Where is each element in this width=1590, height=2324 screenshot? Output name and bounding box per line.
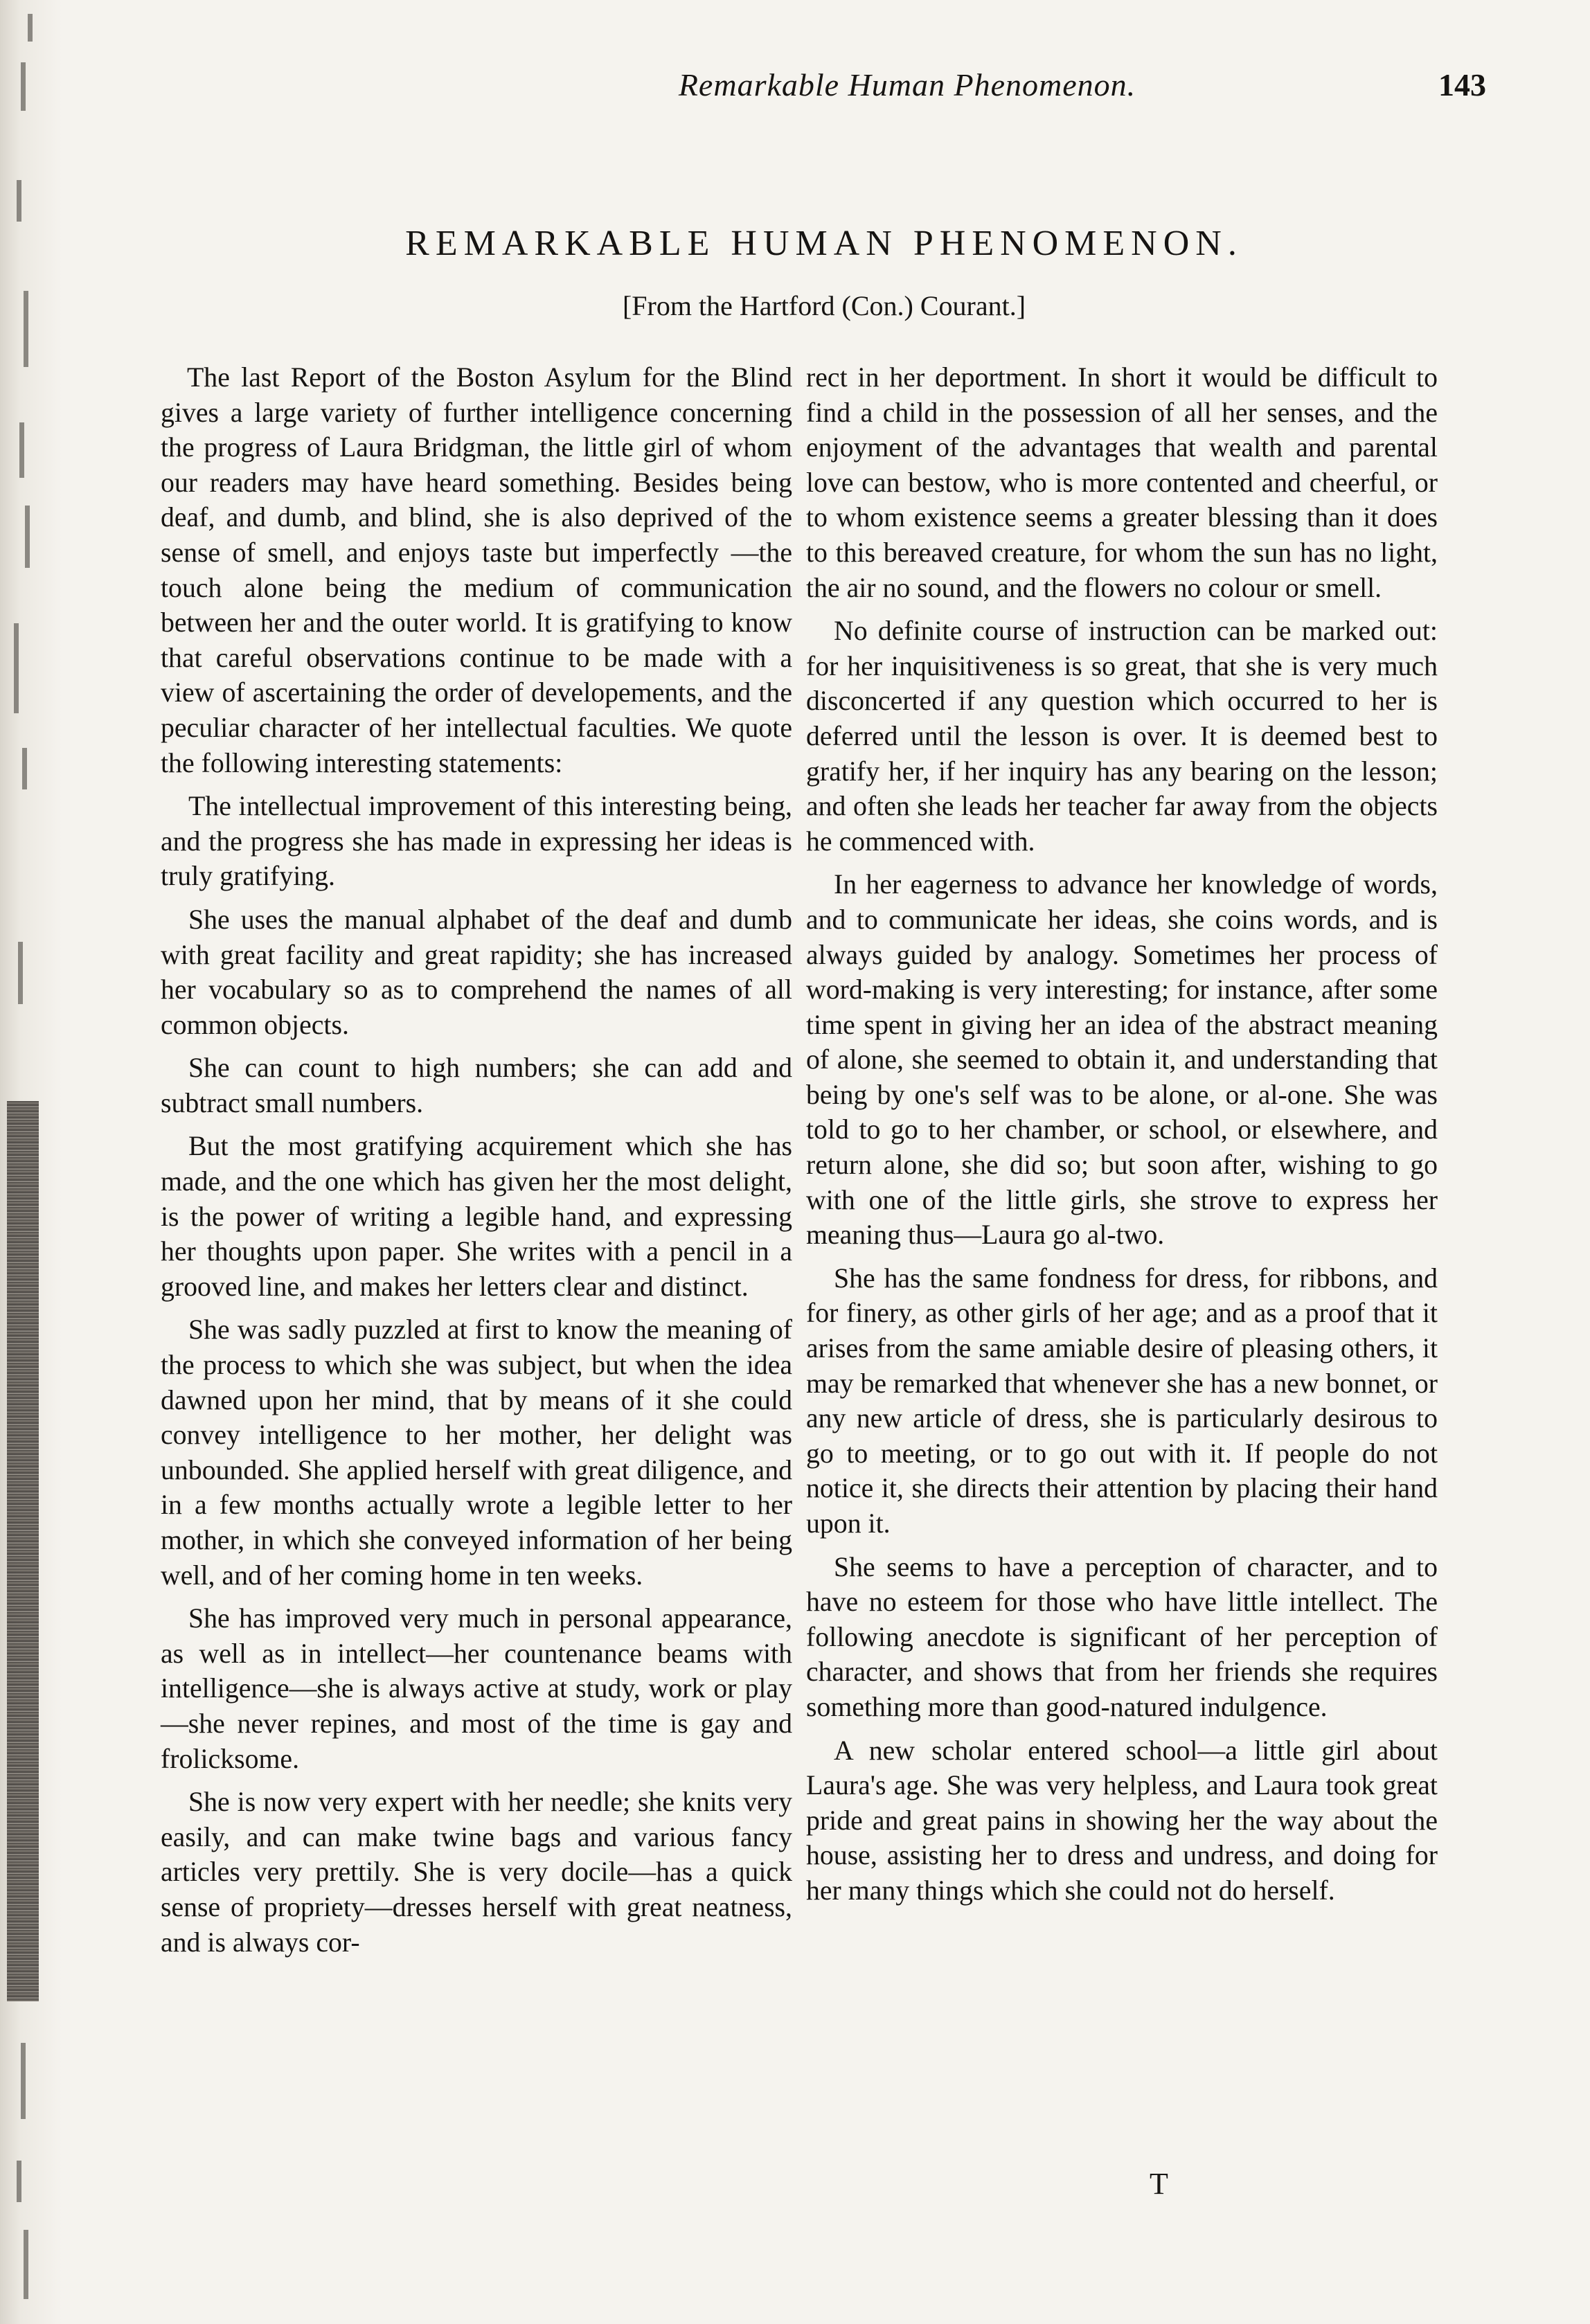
paragraph: She has the same fondness for dress, for ribbons, and for finery, as other girls of her age; and as a proof that it arises from the same amiable desire of pleasing others, it may be remarked that whenever she has a new bonnet, or any new article of dress, she is particularly desirous to go to meeting, or to go out with it. If people do not notice it, she directs their attention by placing their hand upon it. <box>806 1262 1438 1539</box>
paragraph: She was sadly puzzled at first to know the meaning of the process to which she was subject, but when the idea dawned upon her mind, that by means of it she could convey intelligence to her mother, her delight was unbounded. She applied herself with great diligence, and in a few months actually wrote a legible letter to her mother, in which she conveyed information of her being well, and of her coming home in ten weeks. <box>161 1314 792 1591</box>
paragraph: The last Report of the Boston Asylum for the Blind gives a large variety of further intelligence concerning the progress of Laura Bridgman, the little girl of whom our readers may have heard something. Besides being deaf, and dumb, and blind, she is also deprived of the sense of smell, and enjoys taste but imperfectly —the touch alone being the medium of communication between her and the outer world. It is gratifying to know that careful observations continue to be made with a view of ascertaining the order of developements, and the peculiar character of her intellectual faculties. We quote the following interesting statements: <box>161 362 792 778</box>
paragraph: rect in her deportment. In short it would be difficult to find a child in the possession of all her senses, and the enjoyment of the advantages that wealth and parental love can bestow, who is more contented and cheerful, or to whom existence seems a greater blessing than it does to this bereaved creature, for whom the sun has no light, the air no sound, and the flowers no colour or smell. <box>806 362 1438 603</box>
article-title: REMARKABLE HUMAN PHENOMENON. <box>405 224 1243 263</box>
paragraph: No definite course of instruction can be marked out: for her inquisitiveness is so great, that she is very much disconcerted if any question which occurred to her is deferred until the lesson is over. It is deemed best to gratify her, if her inquiry has any bearing on the lesson; and often she leads her teacher far away from the objects he commenced with. <box>806 616 1438 857</box>
paragraph: In her eagerness to advance her knowledge of words, and to communicate her ideas, she coins words, and is always guided by analogy. Sometimes her process of word-making is very interesting; for instance, after some time spent in giving her an idea of the abstract meaning of alone, she seemed to obtain it, and understanding that being by one's self was to be alone, or al-one. She was told to go to her chamber, or school, or elsewhere, and return alone, she did so; but soon after, wishing to go with one of the little girls, she strove to express her meaning thus—Laura go al-two. <box>806 869 1438 1251</box>
scan-binding-edge <box>0 0 62 2324</box>
paragraph: But the most gratifying acquirement which she has made, and the one which has given her the most delight, is the power of writing a legible hand, and expressing her thoughts upon paper. She writes with a pencil in a grooved line, and makes her letters clear and distinct. <box>161 1131 792 1302</box>
running-head: Remarkable Human Phenomenon. <box>678 67 1136 102</box>
paragraph: She can count to high numbers; she can add and subtract small numbers. <box>161 1053 792 1118</box>
right-column <box>806 360 1438 1917</box>
page-number: 143 <box>1438 67 1486 102</box>
paragraph: She has improved very much in personal appearance, as well as in intellect—her countenance beams with intelligence—she is always active at study, work or play—she never repines, and most of the time is gay and frolicksome. <box>161 1603 792 1774</box>
paragraph: She is now very expert with her needle; she knits very easily, and can make twine bags and various fancy articles very prettily. She is very docile—has a quick sense of propriety—dresses herself with great neatness, and is always cor- <box>161 1787 792 1958</box>
paragraph: A new scholar entered school—a little girl about Laura's age. She was very helpless, and Laura took great pride and great pains in showing her the way about the house, assisting her to dress and undress, and doing for her many things which she could not do herself. <box>806 1735 1438 1906</box>
article-source: [From the Hartford (Con.) Courant.] <box>622 290 1026 321</box>
left-column <box>161 360 792 1968</box>
paragraph: The intellectual improvement of this interesting being, and the progress she has made in expressing her ideas is truly gratifying. <box>161 791 792 892</box>
signature-mark: T <box>1150 2167 1168 2201</box>
paragraph: She seems to have a perception of character, and to have no esteem for those who have little intellect. The following anecdote is significant of her perception of character, and shows that from her friends she requires something more than good-natured indulgence. <box>806 1551 1438 1722</box>
paragraph: She uses the manual alphabet of the deaf and dumb with great facility and great rapidity; she has increased her vocabulary so as to comprehend the names of all common objects. <box>161 904 792 1040</box>
